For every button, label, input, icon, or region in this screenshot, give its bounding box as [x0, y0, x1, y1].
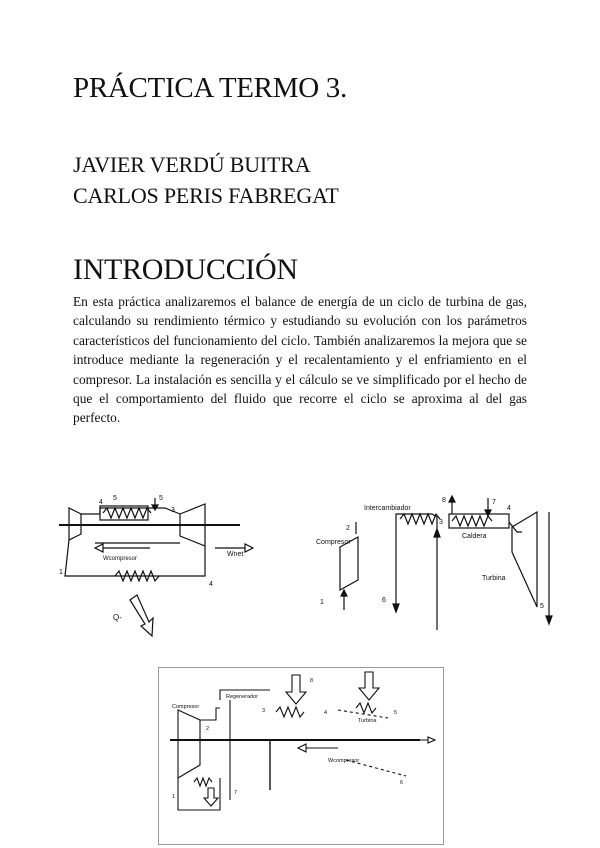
label-3-n3: 3: [262, 708, 266, 714]
document-title: PRÁCTICA TERMO 3.: [73, 72, 347, 104]
label-turbina: Turbina: [482, 575, 506, 582]
label-n4: 4: [507, 505, 511, 512]
label-3-n7: 7: [234, 790, 238, 796]
heat-in-arrow-2: [359, 672, 379, 700]
label-node-4b: 4: [209, 581, 213, 588]
regenerator-coil: [103, 508, 151, 518]
label-3-n4: 4: [324, 710, 328, 716]
label-n3: 3: [439, 519, 443, 526]
label-q-out: Q-: [113, 613, 122, 622]
diagram-gas-turbine: [55, 488, 285, 638]
label-w-net: Wnet: [227, 551, 244, 558]
label-n1: 1: [320, 599, 324, 606]
label-node-4: 4: [99, 499, 103, 506]
label-regenerador: Regenerador: [226, 694, 259, 700]
label-3-n6: 6: [400, 780, 404, 786]
heat-out-arrow: [130, 595, 153, 636]
label-n6: 6: [382, 597, 386, 604]
diagram-regenerative-cycle: [312, 492, 562, 637]
label-3-n8: 8: [310, 678, 314, 684]
label-n5: 5: [540, 603, 544, 610]
label-n7: 7: [492, 499, 496, 506]
boiler-coil: [452, 516, 492, 526]
label-compresor-3: Compresor: [172, 704, 200, 710]
label-w-compresor-3: Wcompresor: [328, 758, 360, 764]
label-3-n5: 5: [394, 710, 398, 716]
label-node-5b: 5: [159, 495, 163, 502]
label-node-1: 1: [59, 569, 63, 576]
author-2: CARLOS PERIS FABREGAT: [73, 183, 339, 208]
label-3-n1: 1: [172, 794, 176, 800]
author-1: JAVIER VERDÚ BUITRA: [73, 152, 311, 177]
label-node-5: 5: [113, 495, 117, 502]
diagram-reheat-intercool: [160, 670, 440, 840]
label-turbina-3: Turbina: [358, 718, 377, 724]
label-node-3: 3: [171, 507, 175, 514]
label-3-n2: 2: [206, 726, 210, 732]
heat-in-arrow-1: [286, 675, 306, 704]
label-w-compresor: Wcompresor: [103, 556, 138, 562]
label-compresor: Compresor: [316, 539, 351, 546]
section-heading: INTRODUCCIÓN: [73, 253, 298, 286]
label-n2: 2: [346, 525, 350, 532]
heat-out-arrow-2: [204, 788, 218, 806]
label-n8: 8: [442, 497, 446, 504]
label-intercambiador: Intercambiador: [364, 505, 411, 512]
intro-paragraph: En esta práctica analizaremos el balance de energía de un ciclo de turbina de gas, calculando su rendimiento térmico y estudiando su evolución con los parámetros característicos del funcionamiento del ciclo. También analizaremos la mejora que se introduce mediante la regeneración y el recalentamiento y el enfriamiento en el compresor. La instalación es sencilla y el cálculo se ve simplificado por el hecho de que el comportamiento del fluido que recorre el ciclo se aproxima al del gas perfecto.: [73, 294, 527, 426]
cooler-coil: [115, 571, 159, 581]
label-caldera: Caldera: [462, 533, 487, 540]
